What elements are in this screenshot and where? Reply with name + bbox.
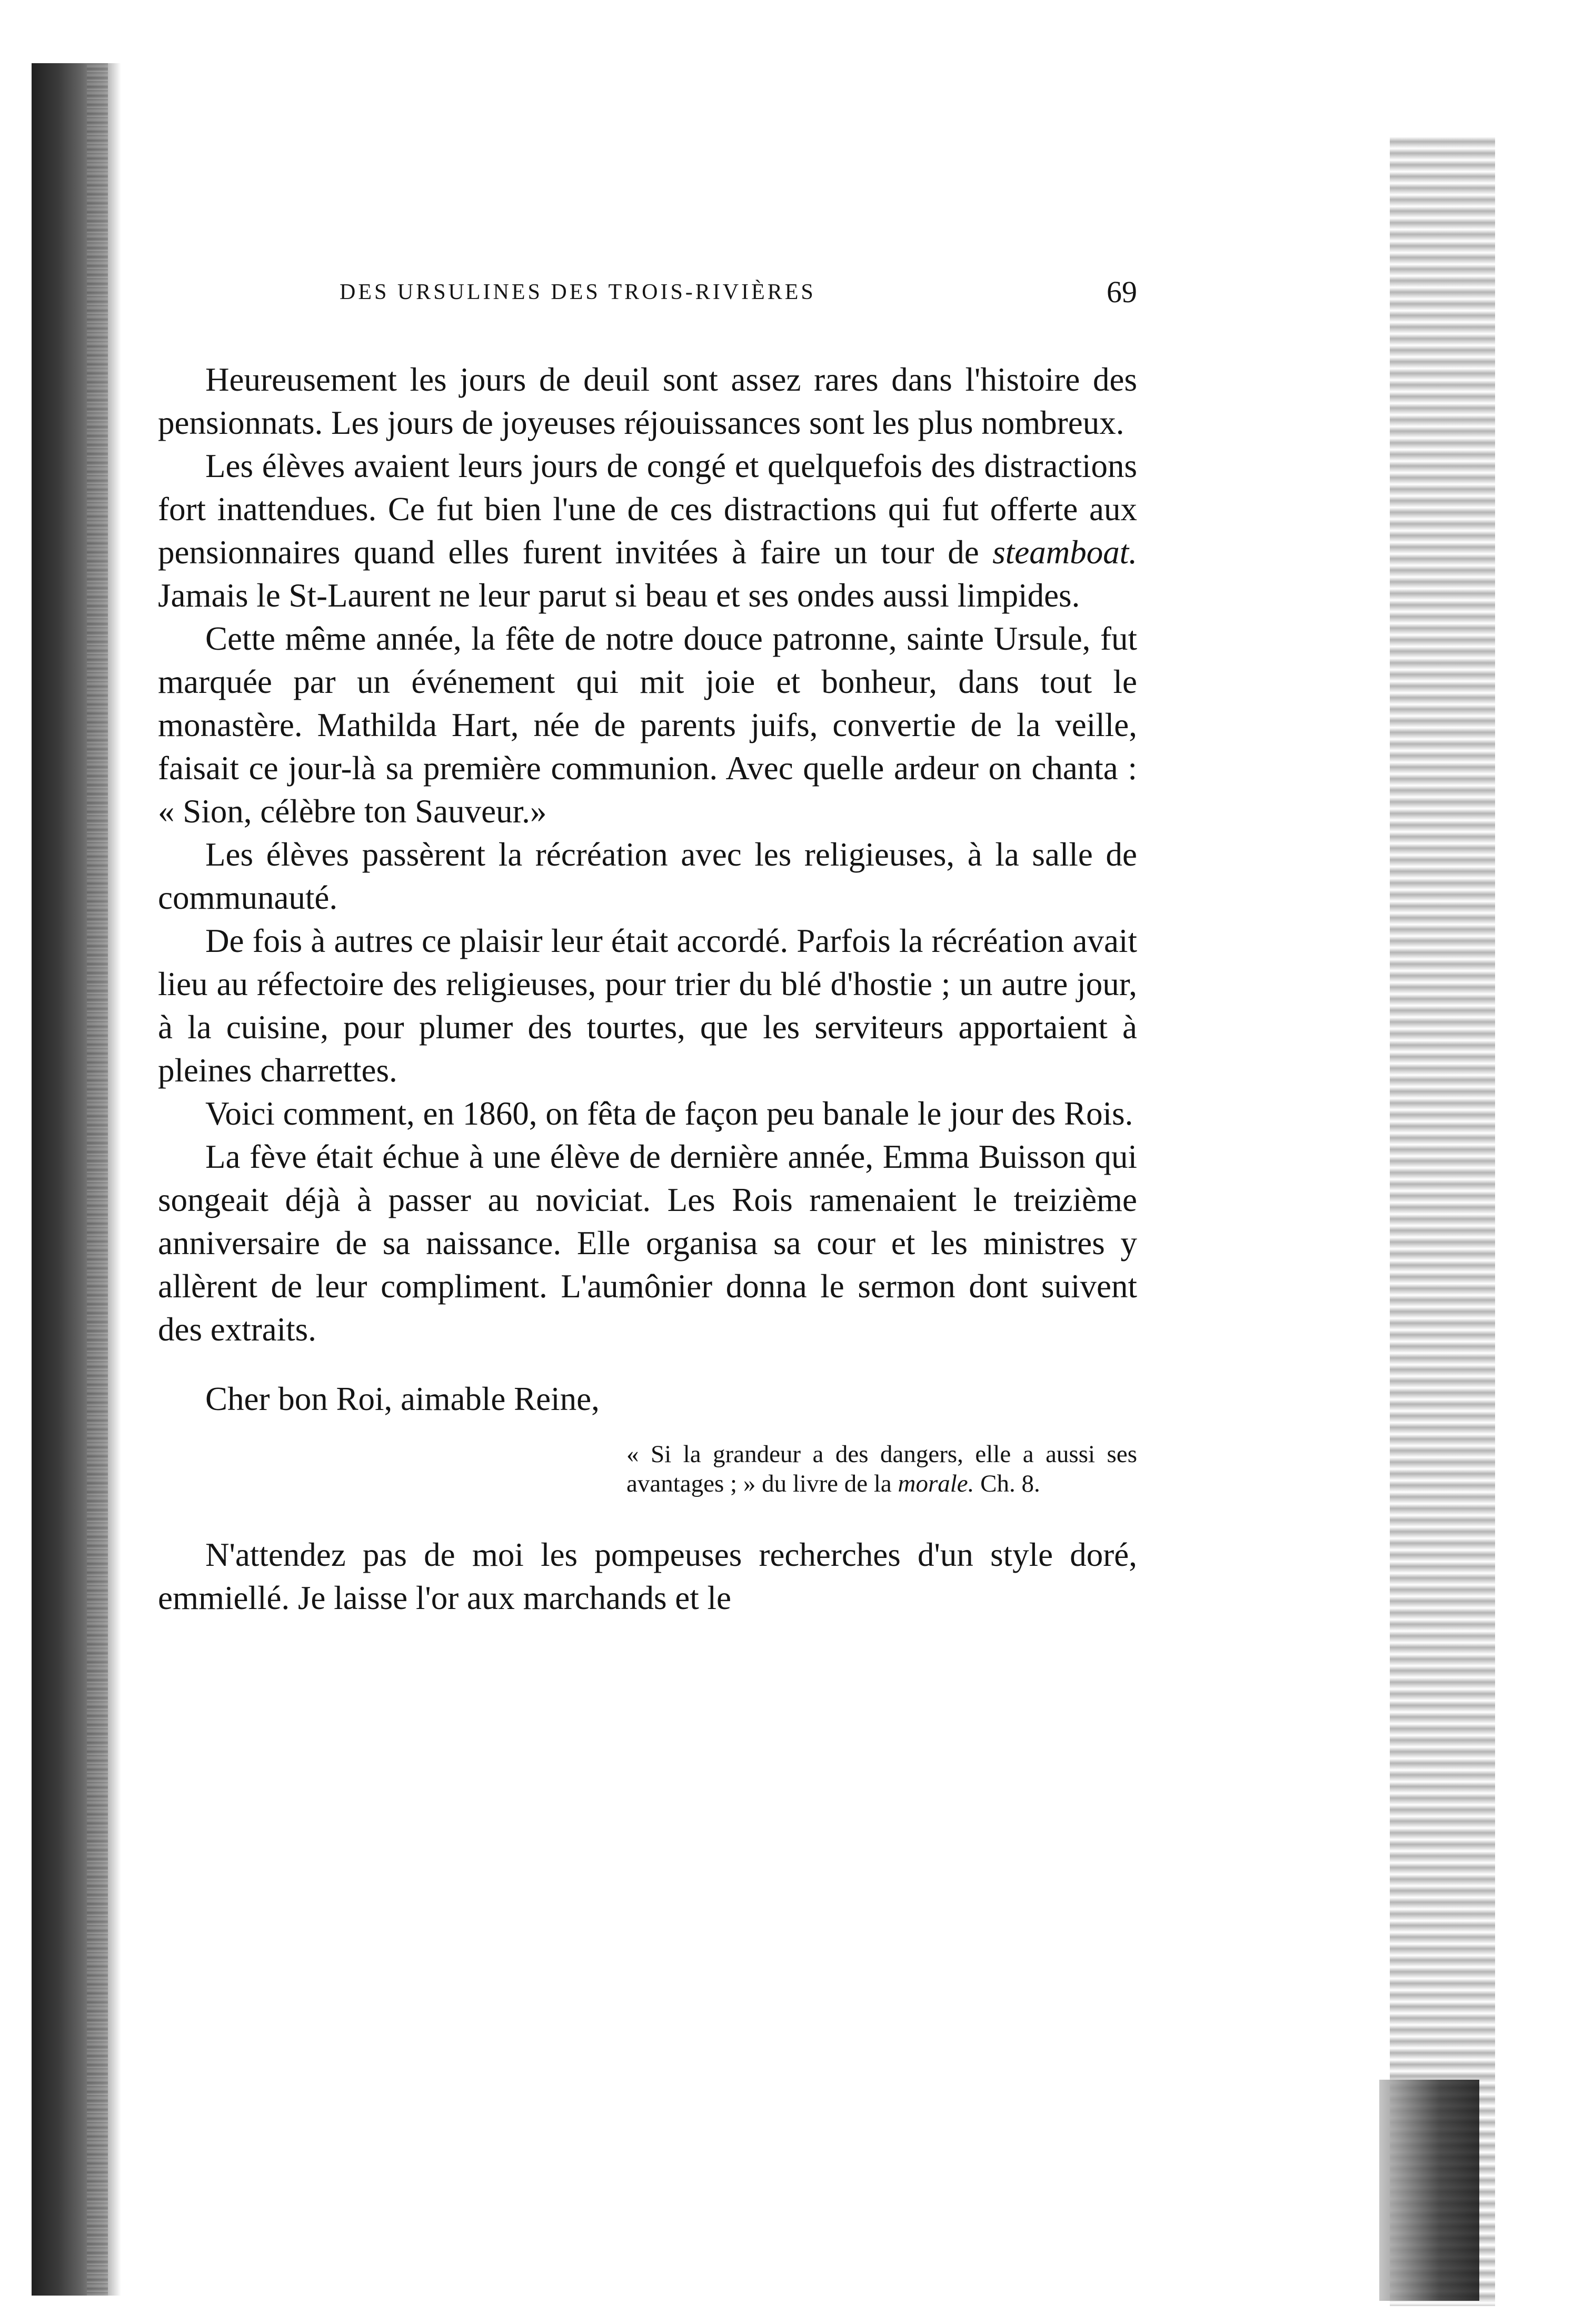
paragraph-2-italic: steamboat. bbox=[992, 534, 1137, 571]
paragraph-2 bbox=[158, 444, 1137, 617]
scan-edge-right bbox=[1390, 137, 1495, 2306]
paragraph-6: Voici comment, en 1860, on fêta de façon peu banale le jour des Rois. bbox=[205, 1095, 1133, 1132]
paragraph-2-text: Les élèves avaient leurs jours de congé et quelquefois des distractions fort inattendues. Ce fut bien l'une de ces distractions qui fut offerte aux pensionnaires quand elles furent invitées à faire un tour de bbox=[158, 448, 1137, 571]
scan-edge-right-shadow bbox=[1379, 2080, 1479, 2301]
paragraph-5: De fois à autres ce plaisir leur était accordé. Parfois la récréation avait lieu au réfectoire des religieuses, pour trier du blé d'hostie ; un autre jour, à la cuisine, pour plumer des tourtes, que les serviteurs apportaient à pleines charrettes. bbox=[158, 922, 1137, 1089]
running-head bbox=[158, 274, 1137, 311]
book-page bbox=[158, 274, 1137, 1620]
epigraph-text: « Si la grandeur a des dangers, elle a aussi ses avantages ; » du livre de la bbox=[626, 1441, 1137, 1497]
paragraph-4: Les élèves passèrent la récréation avec les religieuses, à la salle de communauté. bbox=[158, 836, 1137, 916]
paragraph-1: Heureusement les jours de deuil sont assez rares dans l'histoire des pensionnats. Les jours de joyeuses réjouissances sont les plus nombreux. bbox=[158, 361, 1137, 441]
page-number: 69 bbox=[1107, 275, 1137, 309]
scan-edge-left-texture bbox=[87, 63, 108, 2296]
paragraph-3: Cette même année, la fête de notre douce patronne, sainte Ursule, fut marquée par un événement qui mit joie et bonheur, dans tout le monastère. Mathilda Hart, née de parents juifs, convertie de la veille, faisait ce jour-là sa première communion. Avec quelle ardeur on chanta : « Sion, célèbre ton Sauveur.» bbox=[158, 620, 1137, 830]
paragraph-2-text-end: Jamais le St-Laurent ne leur parut si beau et ses ondes aussi limpides. bbox=[158, 577, 1080, 614]
salutation: Cher bon Roi, aimable Reine, bbox=[205, 1381, 600, 1417]
paragraph-7: La fève était échue à une élève de dernière année, Emma Buisson qui songeait déjà à passer au noviciat. Les Rois ramenaient le treizième anniversaire de sa naissance. Elle organisa sa cour et les ministres y allèrent de leur compliment. L'aumônier donna le sermon dont suivent des extraits. bbox=[158, 1138, 1137, 1348]
epigraph-italic: morale. bbox=[898, 1470, 974, 1497]
closing-paragraph: N'attendez pas de moi les pompeuses recherches d'un style doré, emmiellé. Je laisse l'or aux marchands et le bbox=[158, 1536, 1137, 1616]
running-head-title: DES URSULINES DES TROIS-RIVIÈRES bbox=[340, 280, 816, 304]
epigraph bbox=[626, 1439, 1137, 1498]
epigraph-reference: Ch. 8. bbox=[974, 1470, 1040, 1497]
